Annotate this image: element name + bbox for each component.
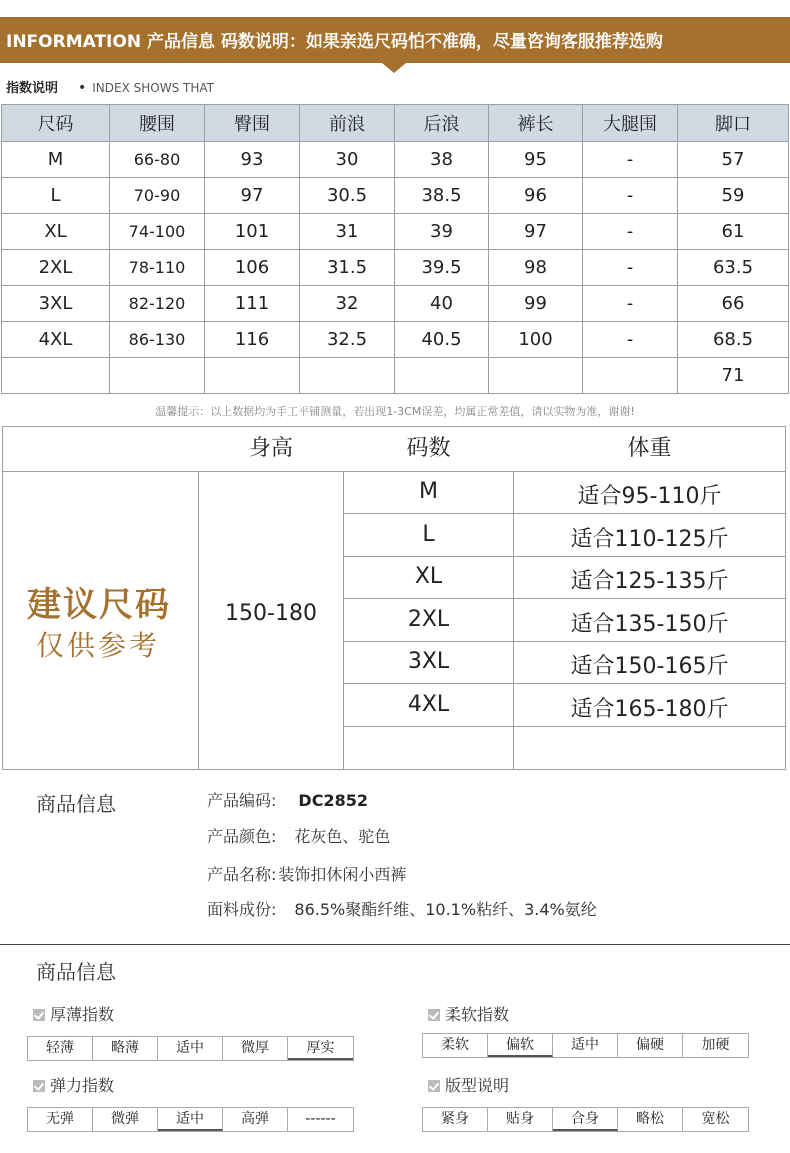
rec-size-cell: 2XL: [407, 607, 450, 632]
table-row: [2, 250, 789, 286]
table-cell: 31.5: [300, 250, 395, 286]
rec-size-cell: 3XL: [407, 649, 450, 674]
table-cell: 30.5: [300, 178, 395, 214]
table-cell: 95: [489, 142, 583, 178]
header-hip: 臀围: [205, 105, 300, 142]
table-cell: [110, 358, 205, 394]
table-row: [2, 286, 789, 322]
table-cell: -: [583, 286, 678, 322]
softness-option: 偏硬: [618, 1034, 683, 1057]
rec-size-cell: M: [419, 479, 438, 504]
table-cell: 97: [489, 214, 583, 250]
table-row: [2, 322, 789, 358]
table-cell: 101: [205, 214, 300, 250]
product-color-label: 产品颜色:: [207, 827, 277, 846]
softness-option: 柔软: [423, 1034, 488, 1057]
rec-weight-cell: 适合125-135斤: [570, 569, 729, 594]
divider: [344, 641, 785, 642]
table-row: [2, 142, 789, 178]
thickness-option: 略薄: [93, 1037, 158, 1060]
product-code-value: DC2852: [298, 791, 368, 810]
table-cell: 30: [300, 142, 395, 178]
header-height: 身高: [248, 436, 293, 461]
softness-option: 加硬: [701, 1037, 730, 1053]
header-waist: 腰围: [110, 105, 205, 142]
height-value: 150-180: [225, 601, 317, 626]
table-cell: 74-100: [110, 214, 205, 250]
header-size: 尺码: [2, 105, 110, 142]
product-name-row: [207, 862, 406, 885]
header-weight: 体重: [627, 436, 672, 461]
measurement-tip: 温馨提示：以上数据均为手工平铺测量，若出现1-3CM误差，均属正常差值，请以实物为准，谢谢!: [155, 405, 635, 418]
table-cell: -: [583, 322, 678, 358]
rec-weight-cell: 适合165-180斤: [570, 697, 729, 722]
fit-scale: [422, 1107, 749, 1132]
fit-label-text: 版型说明: [445, 1076, 510, 1095]
table-cell: [395, 358, 489, 394]
elasticity-option: 无弹: [28, 1108, 93, 1131]
table-cell: 57: [678, 142, 789, 178]
product-color-value: 花灰色、驼色: [294, 827, 391, 846]
checkbox-icon: [33, 1080, 45, 1092]
table-cell: 78-110: [110, 250, 205, 286]
divider: [344, 513, 785, 514]
index-subtitle: • INDEX SHOWS THAT: [78, 80, 214, 96]
table-cell: -: [583, 178, 678, 214]
table-row: [2, 358, 789, 394]
elasticity-scale: [27, 1107, 354, 1132]
table-cell: 93: [205, 142, 300, 178]
table-cell: 39.5: [395, 250, 489, 286]
rec-size-cell: 4XL: [407, 692, 450, 717]
table-cell: 3XL: [2, 286, 110, 322]
table-cell: 111: [205, 286, 300, 322]
softness-option-selected: 偏软: [488, 1034, 553, 1057]
header-length: 裤长: [489, 105, 583, 142]
table-cell: 61: [678, 214, 789, 250]
softness-option: 适中: [553, 1034, 618, 1057]
product-code-label: 产品编码:: [207, 791, 277, 810]
thickness-scale: [27, 1036, 354, 1061]
table-cell: L: [2, 178, 110, 214]
size-table-header: [2, 105, 789, 142]
table-cell: 99: [489, 286, 583, 322]
table-cell: 66-80: [110, 142, 205, 178]
divider: [344, 726, 785, 727]
table-cell: 40: [395, 286, 489, 322]
size-table: [1, 104, 789, 394]
checkbox-icon: [428, 1009, 440, 1021]
table-cell: 38.5: [395, 178, 489, 214]
table-cell: 32.5: [300, 322, 395, 358]
index-title: 指数说明: [6, 81, 59, 96]
table-cell: 40.5: [395, 322, 489, 358]
table-cell: 32: [300, 286, 395, 322]
header-size-code: 码数: [406, 436, 451, 461]
header-back-rise: 后浪: [395, 105, 489, 142]
divider: [3, 471, 785, 472]
table-cell: [2, 358, 110, 394]
header-front-rise: 前浪: [300, 105, 395, 142]
divider: [344, 556, 785, 557]
header-hem: 脚口: [678, 105, 789, 142]
fit-option: 紧身: [423, 1108, 488, 1131]
softness-scale: [422, 1033, 749, 1058]
table-cell: 66: [678, 286, 789, 322]
table-cell: 63.5: [678, 250, 789, 286]
fit-option: 略松: [618, 1108, 683, 1131]
product-name-value: 装饰扣休闲小西裤: [278, 865, 407, 884]
fit-option: 宽松: [701, 1111, 730, 1127]
recommend-size-box: [2, 426, 786, 770]
table-cell: 96: [489, 178, 583, 214]
table-cell: M: [2, 142, 110, 178]
thickness-option: 轻薄: [28, 1037, 93, 1060]
table-cell: 59: [678, 178, 789, 214]
index-section-heading: 商品信息: [36, 960, 116, 984]
table-cell: 39: [395, 214, 489, 250]
info-banner: [0, 17, 790, 63]
fit-option: 贴身: [488, 1108, 553, 1131]
table-cell: 98: [489, 250, 583, 286]
elasticity-option: ------: [305, 1111, 336, 1127]
table-cell: XL: [2, 214, 110, 250]
table-cell: 97: [205, 178, 300, 214]
table-cell: -: [583, 214, 678, 250]
rec-size-cell: XL: [414, 564, 443, 589]
table-cell: -: [583, 142, 678, 178]
thickness-label-text: 厚薄指数: [50, 1005, 115, 1024]
rec-weight-cell: 适合95-110斤: [577, 484, 722, 509]
recommend-subtitle: 仅供参考: [36, 629, 161, 662]
softness-label: [428, 1002, 509, 1025]
table-cell: 82-120: [110, 286, 205, 322]
checkbox-icon: [33, 1009, 45, 1021]
fit-label: [428, 1073, 509, 1096]
table-cell: [489, 358, 583, 394]
section-divider: [0, 944, 790, 945]
elasticity-option: 微弹: [93, 1108, 158, 1131]
table-cell: -: [583, 250, 678, 286]
thickness-option-selected: 厚实: [288, 1037, 353, 1060]
table-cell: 4XL: [2, 322, 110, 358]
table-cell: [583, 358, 678, 394]
rec-weight-cell: 适合110-125斤: [570, 527, 729, 552]
product-info-heading: 商品信息: [36, 792, 116, 816]
recommend-title: 建议尺码: [27, 585, 171, 625]
rec-size-cell: L: [422, 522, 435, 547]
table-cell: 70-90: [110, 178, 205, 214]
divider: [344, 683, 785, 684]
thickness-label: [33, 1002, 114, 1025]
elasticity-label: [33, 1073, 114, 1096]
product-color-row: [207, 824, 390, 847]
table-row: [2, 178, 789, 214]
elasticity-option-selected: 适中: [158, 1108, 223, 1131]
table-cell: 86-130: [110, 322, 205, 358]
softness-label-text: 柔软指数: [445, 1005, 510, 1024]
table-cell: [300, 358, 395, 394]
thickness-option: 微厚: [223, 1037, 288, 1060]
elasticity-label-text: 弹力指数: [50, 1076, 115, 1095]
table-cell: 2XL: [2, 250, 110, 286]
table-cell: 38: [395, 142, 489, 178]
fit-option-selected: 合身: [553, 1108, 618, 1131]
header-thigh: 大腿围: [583, 105, 678, 142]
product-fabric-label: 面料成份:: [207, 900, 277, 919]
divider: [344, 598, 785, 599]
product-fabric-value: 86.5%聚酯纤维、10.1%粘纤、3.4%氨纶: [294, 900, 597, 919]
product-code-row: [207, 788, 368, 811]
product-name-label: 产品名称:: [207, 865, 277, 884]
banner-notch: [382, 63, 406, 73]
thickness-option: 适中: [158, 1037, 223, 1060]
table-cell: 100: [489, 322, 583, 358]
table-cell: 106: [205, 250, 300, 286]
banner-text: INFORMATION 产品信息 码数说明：如果亲选尺码怕不准确，尽量咨询客服推荐选购: [6, 32, 663, 52]
rec-weight-cell: 适合150-165斤: [570, 654, 729, 679]
table-cell: [205, 358, 300, 394]
checkbox-icon: [428, 1080, 440, 1092]
table-row: [2, 214, 789, 250]
table-cell: 71: [678, 358, 789, 394]
elasticity-option: 高弹: [223, 1108, 288, 1131]
rec-weight-cell: 适合135-150斤: [570, 612, 729, 637]
table-cell: 68.5: [678, 322, 789, 358]
product-fabric-row: [207, 897, 597, 920]
table-cell: 31: [300, 214, 395, 250]
table-cell: 116: [205, 322, 300, 358]
